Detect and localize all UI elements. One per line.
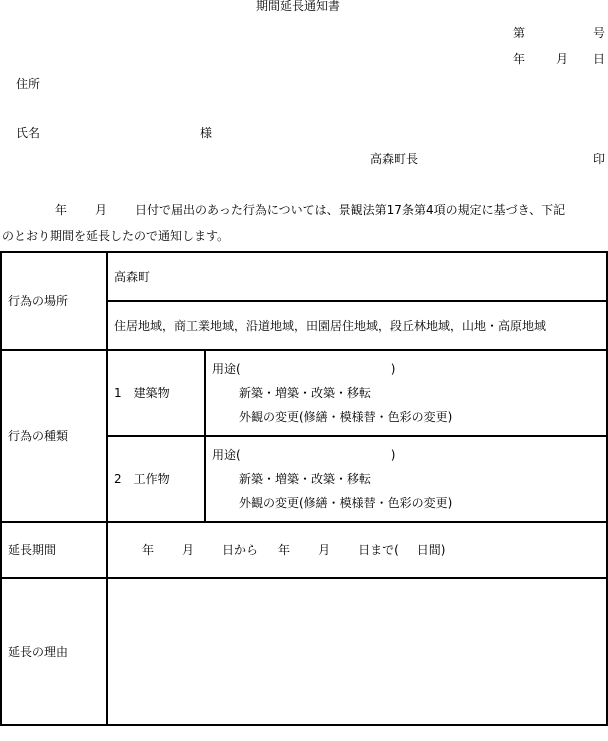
period-month-1: 月 xyxy=(182,543,195,557)
notice-form-table xyxy=(0,251,608,726)
location-areas: 住居地域，商工業地域，沿道地域，田園居住地域，段丘林地域，山地・高原地域 xyxy=(107,301,607,350)
address-label: 住所 xyxy=(16,77,41,91)
period-year-1: 年 xyxy=(142,543,155,557)
reason-field[interactable] xyxy=(107,578,607,725)
body-line-2: のとおり期間を延長したので通知します。 xyxy=(2,229,230,243)
structure-use-label: 用途( xyxy=(212,448,241,462)
location-row-town xyxy=(1,252,607,301)
period-month-2: 月 xyxy=(318,543,331,557)
structure-use-close: ) xyxy=(390,448,396,462)
date-day: 日 xyxy=(593,52,606,66)
body-year: 年 xyxy=(55,203,68,217)
body-line-1 xyxy=(2,203,606,217)
date-month: 月 xyxy=(556,52,569,66)
building-appearance-change: 外観の変更(修繕・模様替・色彩の変更) xyxy=(239,410,453,424)
location-label: 行為の場所 xyxy=(1,252,107,350)
building-construction-options: 新築・増築・改築・移転 xyxy=(239,386,372,400)
period-until: 日まで( xyxy=(358,543,399,557)
honorific: 様 xyxy=(200,126,213,140)
document-title: 期間延長通知書 xyxy=(256,0,341,13)
body-month: 月 xyxy=(95,203,108,217)
building-use-line xyxy=(212,357,606,381)
date-year: 年 xyxy=(513,52,526,66)
building-label: 1 建築物 xyxy=(107,350,205,436)
name-label: 氏名 xyxy=(16,126,41,140)
type-label: 行為の種類 xyxy=(1,350,107,522)
number-prefix: 第 xyxy=(513,26,526,40)
structure-construction-options: 新築・増築・改築・移転 xyxy=(239,472,372,486)
period-year-2: 年 xyxy=(278,543,291,557)
structure-details xyxy=(205,436,607,522)
body-text: 日付で届出のあった行為については、景観法第17条第4項の規定に基づき、下記 xyxy=(135,203,566,217)
period-from: 日から xyxy=(222,543,259,557)
period-row xyxy=(1,522,607,578)
structure-use-line xyxy=(212,443,606,467)
structure-label: 2 工作物 xyxy=(107,436,205,522)
structure-appearance-change: 外観の変更(修繕・模様替・色彩の変更) xyxy=(239,496,453,510)
reason-row xyxy=(1,578,607,725)
building-use-label: 用途( xyxy=(212,362,241,376)
period-label: 延長期間 xyxy=(1,522,107,578)
building-details xyxy=(205,350,607,436)
seal-mark: 印 xyxy=(593,152,606,166)
period-days: 日間) xyxy=(416,543,446,557)
type-row-building xyxy=(1,350,607,436)
number-suffix: 号 xyxy=(593,26,606,40)
issuer: 高森町長 xyxy=(370,152,419,166)
period-value xyxy=(107,522,607,578)
location-town: 高森町 xyxy=(107,252,607,301)
reason-label: 延長の理由 xyxy=(1,578,107,725)
building-use-close: ) xyxy=(390,362,396,376)
